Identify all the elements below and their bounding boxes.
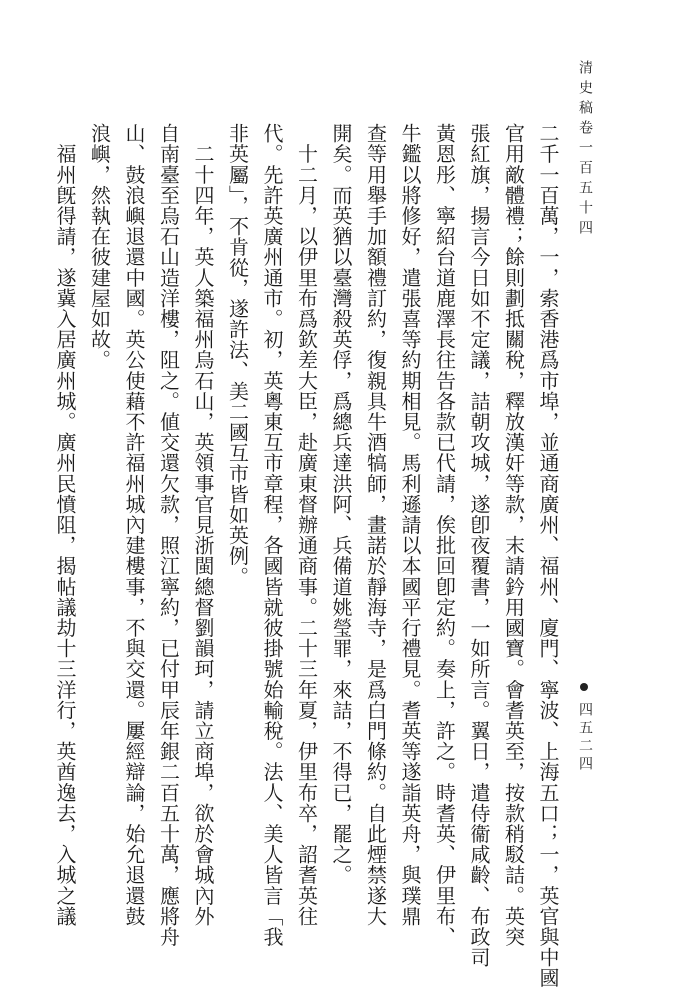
text-column: 官用敵體禮；餘則劃抵關稅，釋放漢奸等款，末請鈐用國寶。會耆英至，按款稍駁詰。英突: [501, 123, 526, 947]
text-column: 山、鼓浪嶼退還中國。英公使藉不許福州城內建樓事，不與交還。屢經辯論，始允退還鼓: [122, 123, 146, 927]
text-column: 十二月，以伊里布爲欽差大臣，赴廣東督辦通商事。二十三年夏，伊里布卒，詔耆英往: [294, 123, 319, 927]
text-column: 二十四年，英人築福州烏石山，英領事官見浙閩總督劉韻珂，請立商埠，欲於會城內外: [191, 123, 215, 927]
text-column: 代。先許英廣州通市。初，英粵東互市章程，各國皆就彼掛號始輸稅。法人、美人皆言「我: [260, 123, 284, 947]
body-text: [48, 123, 566, 989]
text-column: 浪嶼，然執在彼建屋如故。: [87, 123, 112, 371]
page-number: 四五二四: [577, 702, 593, 774]
text-column: 開矣。而英猶以臺灣殺英俘，爲總兵達洪阿、兵備道姚瑩罪，來詰，不得已，罷之。: [329, 123, 353, 886]
text-column: 自南臺至烏石山造洋樓，阻之。値交還欠款，照江寧約，已付甲辰年銀二百五十萬，應將舟: [156, 123, 181, 947]
text-column: 二千一百萬，一，索香港爲市埠，並通商廣州、福州、廈門、寧波、上海五口；一，英官與中國: [536, 123, 560, 989]
text-column: 非英屬」，不肯從，遂許法、美二國互市皆如英例。: [225, 123, 250, 587]
text-column: 牛鑑以將修好，遣張喜等約期相見。馬利遜請以本國平行禮見。耆英等遂詣英舟，與璞鼎: [398, 123, 422, 927]
text-column: 張紅旗，揚言今日如不定議，詰朝攻城，遂卽夜覆書，一如所言。翼日，遣侍衞咸齡、布政司: [467, 123, 491, 968]
text-column: 黃恩彤、寧紹台道鹿澤長往告各款已代請，俟批回卽定約。奏上，許之。時耆英、伊里布、: [432, 123, 457, 947]
text-column: 查等用舉手加額禮訂約，復親具牛酒犒師，畫諾於靜海寺，是爲白門條約。自此煙禁遂大: [363, 123, 388, 927]
running-header-title: 清史稿卷一百五十四: [577, 60, 593, 240]
header-bullet-dot: [580, 683, 588, 691]
text-column: 福州旣得請，遂冀入居廣州城。廣州民憤阻，揭帖議劫十三洋行，英酋逸去，入城之議: [53, 123, 77, 927]
